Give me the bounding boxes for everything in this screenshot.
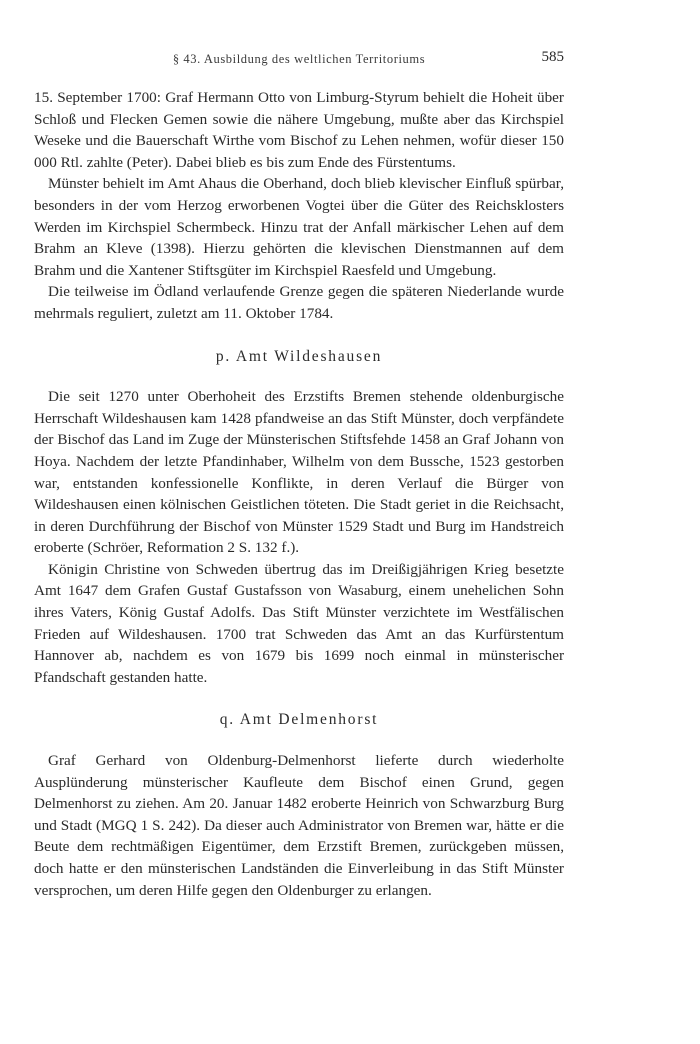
- paragraph: Münster behielt im Amt Ahaus die Oberhand, doch blieb klevischer Einfluß spürbar, besonders in der vom Herzog erworbenen Vogtei über die Güter des Reichsklosters Werden im Kirchspiel Schermbeck. Hinzu trat der Anfall märkischer Lehen auf dem Brahm an Kleve (1398). Hierzu gehörten die klevischen Dienstmannen auf dem Brahm und die Xantener Stiftsgüter im Kirchspiel Raesfeld und Umgebung.: [34, 175, 564, 279]
- paragraph: Die seit 1270 unter Oberhoheit des Erzstifts Bremen stehende oldenburgische Herrschaft Wildeshausen kam 1428 pfandweise an das Stift Münster, doch verpfändete der Bischof das Land im Zuge der Münsterischen Stiftsfehde 1458 an Graf Johann von Hoya. Nachdem der letzte Pfandinhaber, Wilhelm von dem Bussche, 1523 gestorben war, entstanden konfessionelle Konflikte, in deren Verlauf die Bürger von Wildeshausen einen kölnischen Geistlichen töteten. Die Stadt geriet in die Reichsacht, in deren Durchführung der Bischof von Münster 1529 Stadt und Burg im Handstreich eroberte (Schröer, Reformation 2 S. 132 f.).: [34, 388, 564, 557]
- paragraph: Graf Gerhard von Oldenburg-Delmenhorst lieferte durch wiederholte Ausplünderung münsterischer Kaufleute dem Bischof einen Grund, gegen Delmenhorst zu ziehen. Am 20. Januar 1482 eroberte Heinrich von Schwarzburg Burg und Stadt (MGQ 1 S. 242). Da dieser auch Administrator von Bremen war, hätte er die Beute dem rechtmäßigen Eigentümer, dem Erzstift Bremen, zurückgeben müssen, doch hatte er den münsterischen Landständen die Einverleibung in das Stift Münster versprochen, um deren Hilfe gegen den Oldenburger zu erlangen.: [34, 752, 564, 899]
- page-number: 585: [541, 49, 564, 65]
- section-heading-delmenhorst: q. Amt Delmenhorst: [219, 711, 379, 729]
- running-title: § 43. Ausbildung des weltlichen Territoriums: [172, 52, 426, 66]
- paragraph: Königin Christine von Schweden übertrug das im Dreißigjährigen Krieg besetzte Amt 1647 dem Grafen Gustaf Gustafsson von Wasaburg, einem unehelichen Sohn ihres Vaters, König Gustaf Adolfs. Das Stift Münster verzichtete im Westfälischen Frieden auf Wildeshausen. 1700 trat Schweden das Amt an das Kurfürstentum Hannover ab, nachdem es von 1679 bis 1699 noch einmal in münsterischer Pfandschaft gestanden hatte.: [34, 560, 564, 686]
- running-head: [34, 49, 564, 71]
- section-heading-wildeshausen: p. Amt Wildeshausen: [215, 347, 383, 365]
- paragraph-continuation: 15. September 1700: Graf Hermann Otto von Limburg-Styrum behielt die Hoheit über Schloß und Flecken Gemen sowie die nähere Umgebung, mußte aber das Kirchspiel Weseke und die Bauerschaft Wirthe vom Bischof zu Lehen nehmen, wofür dieser 150 000 Rtl. zahlte (Peter). Dabei blieb es bis zum Ende des Fürstentums.: [34, 89, 564, 171]
- body-text: [34, 87, 564, 901]
- paragraph: Die teilweise im Ödland verlaufende Grenze gegen die späteren Niederlande wurde mehrmals reguliert, zuletzt am 11. Oktober 1784.: [34, 283, 564, 322]
